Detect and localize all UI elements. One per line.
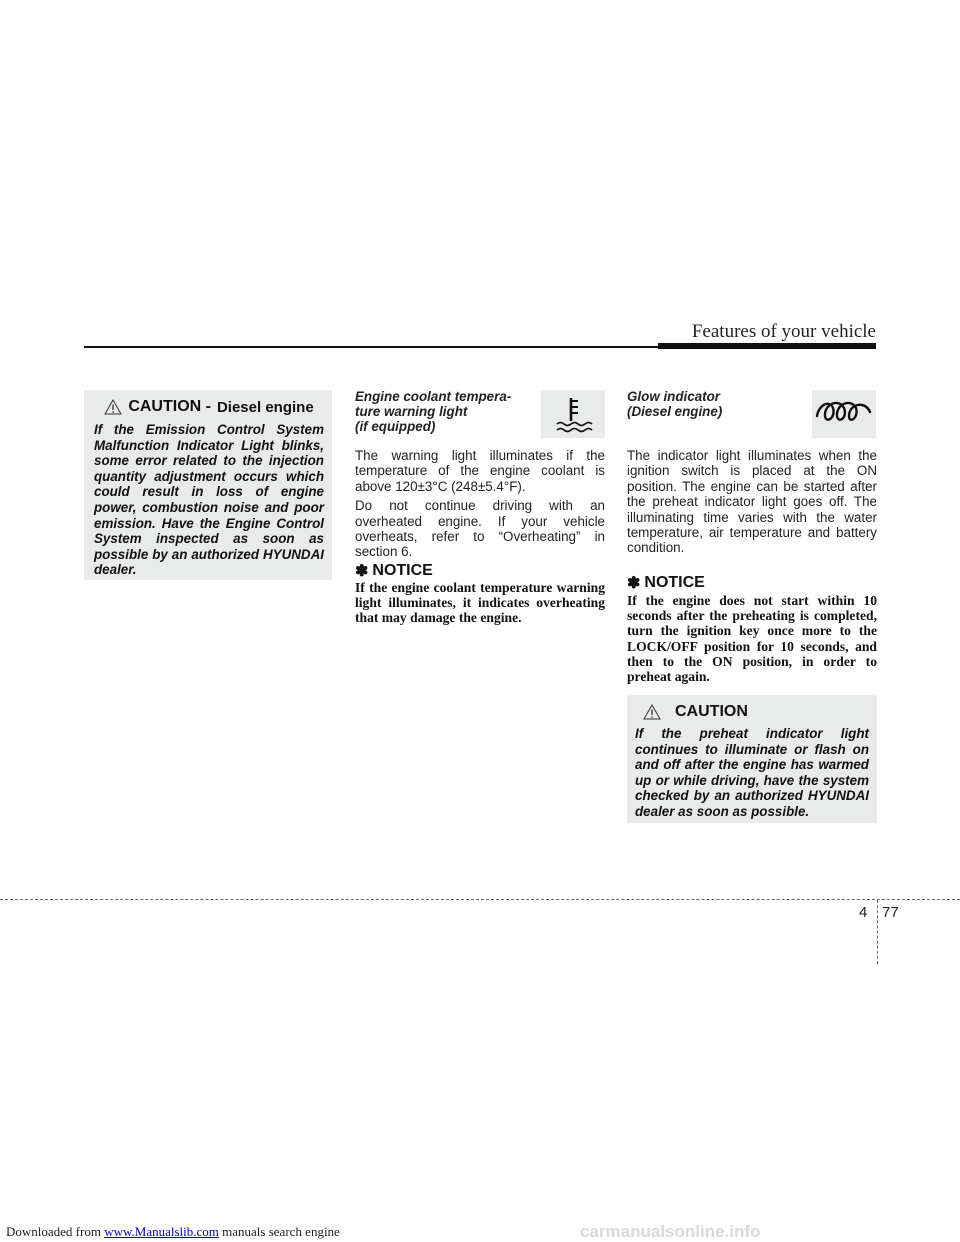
warning-triangle-icon xyxy=(643,704,661,720)
glow-paragraph-1: The indicator light illuminates when the ignition switch is placed at the ON position. The engine can be started after the preheat indicator light goes off. The illuminating time varies with the water temperature, air temperature and battery condition. xyxy=(627,448,877,556)
glow-notice-text: If the engine does not start within 10 seconds after the preheating is completed, turn the ignition key once more to the LOCK/OFF position for 10 seconds, and then to the ON position, in order to preheat again. xyxy=(627,593,877,685)
coolant-heading-line3: (if equipped) xyxy=(355,419,436,434)
coolant-heading-line2: ture warning light xyxy=(355,404,468,419)
caution-sublabel: Diesel engine xyxy=(216,398,314,416)
glow-notice-title: NOTICE xyxy=(644,574,705,591)
chapter-number: 4 xyxy=(859,904,868,921)
page-number: 77 xyxy=(882,904,899,921)
caution-label: CAUTION - xyxy=(128,398,211,415)
glow-body xyxy=(627,448,877,556)
coolant-notice-text: If the engine coolant temperature warning light illuminates, it indicates overheating that may damage the engine. xyxy=(355,580,605,626)
caution-label: CAUTION xyxy=(675,703,748,720)
caution-text: If the Emission Control System Malfunction Indicator Light blinks, some error related to the injection quantity adjustment occurs which could result in loss of engine power, combustion noise and poor emission. Have the Engine Control System inspected as soon as possible by an authorized HYUNDAI dealer. xyxy=(94,422,324,578)
watermark: carmanualsonline.info xyxy=(580,1222,761,1241)
footer-vertical-dashed-line xyxy=(877,900,878,964)
coolant-heading xyxy=(355,389,535,434)
header-tab-bar xyxy=(658,343,876,349)
glow-plug-icon xyxy=(812,390,876,438)
caution-box-diesel xyxy=(84,390,332,580)
glow-notice-heading xyxy=(627,573,705,593)
warning-triangle-icon xyxy=(104,399,122,415)
glow-heading-line1: Glow indicator xyxy=(627,389,720,404)
manualslib-link[interactable]: www.Manualslib.com xyxy=(104,1224,219,1239)
caution-heading xyxy=(635,703,869,721)
coolant-heading-line1: Engine coolant tempera- xyxy=(355,389,512,404)
glow-icon-box xyxy=(812,390,876,438)
glow-heading-line2: (Diesel engine) xyxy=(627,404,723,419)
coolant-icon-box xyxy=(541,390,605,438)
caution-text: If the preheat indicator light continues to illuminate or flash on and off after the engine has warmed up or while driving, have the system checked by an authorized HYUNDAI dealer as soon as possible. xyxy=(635,726,869,819)
coolant-notice-heading xyxy=(355,561,433,581)
coolant-temperature-icon xyxy=(541,390,605,438)
section-title: Features of your vehicle xyxy=(691,321,876,342)
coolant-notice-title: NOTICE xyxy=(372,562,433,579)
caution-heading xyxy=(94,398,324,416)
footer-dashed-line xyxy=(0,899,960,900)
notice-star-icon: ✽ xyxy=(627,575,641,592)
download-suffix: manuals search engine xyxy=(218,1224,340,1239)
download-prefix: Downloaded from xyxy=(6,1224,105,1239)
coolant-body xyxy=(355,448,605,560)
glow-heading xyxy=(627,389,797,419)
notice-star-icon: ✽ xyxy=(355,563,369,580)
caution-box-preheat xyxy=(627,695,877,823)
coolant-paragraph-2: Do not continue driving with an overheated engine. If your vehicle overheats, refer to “Overheating” in section 6. xyxy=(355,498,605,560)
coolant-paragraph-1: The warning light illuminates if the temperature of the engine coolant is above 120±3°C (248±5.4°F). xyxy=(355,448,605,494)
download-source-line xyxy=(6,1224,340,1240)
